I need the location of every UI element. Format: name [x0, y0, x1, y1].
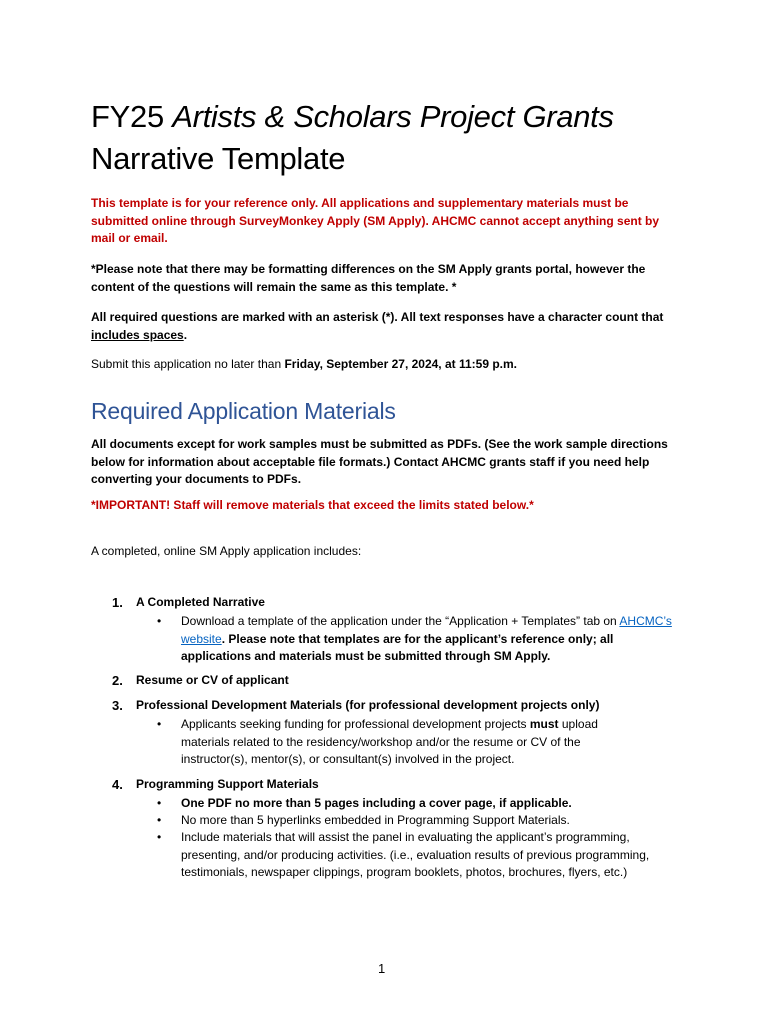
deadline-note	[91, 356, 681, 374]
page-title	[91, 96, 711, 180]
bullet-text	[181, 716, 641, 769]
list-label: Programming Support Materials	[136, 777, 319, 791]
title-prefix: FY25	[91, 99, 173, 134]
formatting-note: *Please note that there may be formatting differences on the SM Apply grants portal, however the content of the questions will remain the same as this template. *	[91, 262, 646, 294]
bullet-text-bold: must	[529, 717, 559, 731]
required-text: All required questions are marked with an asterisk (*). All text responses have a character count that	[91, 310, 664, 324]
ahcmc-website-link[interactable]: AHCMC’s website	[181, 614, 672, 646]
list-number: 2.	[112, 673, 123, 688]
pdf-note: All documents except for work samples must be submitted as PDFs. (See the work sample directions below for information about acceptable file formats.) Contact AHCMC grants staff if you need help converting your documents to PDFs.	[91, 437, 668, 486]
bullet-icon: •	[157, 830, 162, 844]
bullet-text-part: upload materials related to the residency/workshop and/or the resume or CV of the instructor(s), mentor(s), or consultant(s) involved in the project.	[181, 717, 598, 766]
bullet-text-part: Download a template of the application under the “Application + Templates” tab on	[181, 614, 620, 628]
bullet-text-bold: . Please note that templates are for the applicant’s reference only; all applications and materials must be submitted through SM Apply.	[181, 631, 614, 663]
bullet-text	[181, 613, 681, 666]
bullet-icon: •	[157, 614, 162, 628]
includes-intro: A completed, online SM Apply application includes:	[91, 544, 362, 558]
required-end: .	[183, 327, 188, 342]
list-label: Resume or CV of applicant	[136, 673, 289, 687]
section-heading: Required Application Materials	[91, 398, 396, 424]
list-number: 1.	[112, 595, 123, 610]
bullet-icon: •	[157, 717, 162, 731]
important-note: *IMPORTANT! Staff will remove materials that exceed the limits stated below.*	[91, 498, 534, 512]
bullet-text: Include materials that will assist the panel in evaluating the applicant’s programming, presenting, and/or producing activities. (i.e., evaluation results of previous programming, testimonials, newspaper clippings, program booklets, photos, brochures, flyers, etc.)	[181, 830, 650, 879]
page-number: 1	[378, 961, 386, 976]
title-line2: Narrative Template	[91, 141, 346, 176]
bullet-text-part: Applicants seeking funding for professional development projects	[181, 717, 530, 731]
deadline-prefix: Submit this application no later than	[91, 357, 285, 371]
deadline-date: Friday, September 27, 2024, at 11:59 p.m.	[284, 357, 518, 371]
list-label: Professional Development Materials (for professional development projects only)	[136, 698, 600, 712]
required-questions-note	[91, 309, 681, 344]
bullet-text: One PDF no more than 5 pages including a cover page, if applicable.	[181, 796, 572, 810]
list-label: A Completed Narrative	[136, 595, 265, 609]
title-italic: Artists & Scholars Project Grants	[172, 99, 614, 134]
bullet-icon: •	[157, 813, 162, 827]
bullet-icon: •	[157, 796, 162, 810]
includes-spaces-text: includes spaces	[91, 327, 184, 342]
bullet-text: No more than 5 hyperlinks embedded in Programming Support Materials.	[181, 813, 570, 827]
reference-notice: This template is for your reference only. All applications and supplementary materials must be submitted online through SurveyMonkey Apply (SM Apply). AHCMC cannot accept anything sent by mail or email.	[91, 196, 660, 245]
list-number: 4.	[112, 777, 123, 792]
list-number: 3.	[112, 698, 123, 713]
